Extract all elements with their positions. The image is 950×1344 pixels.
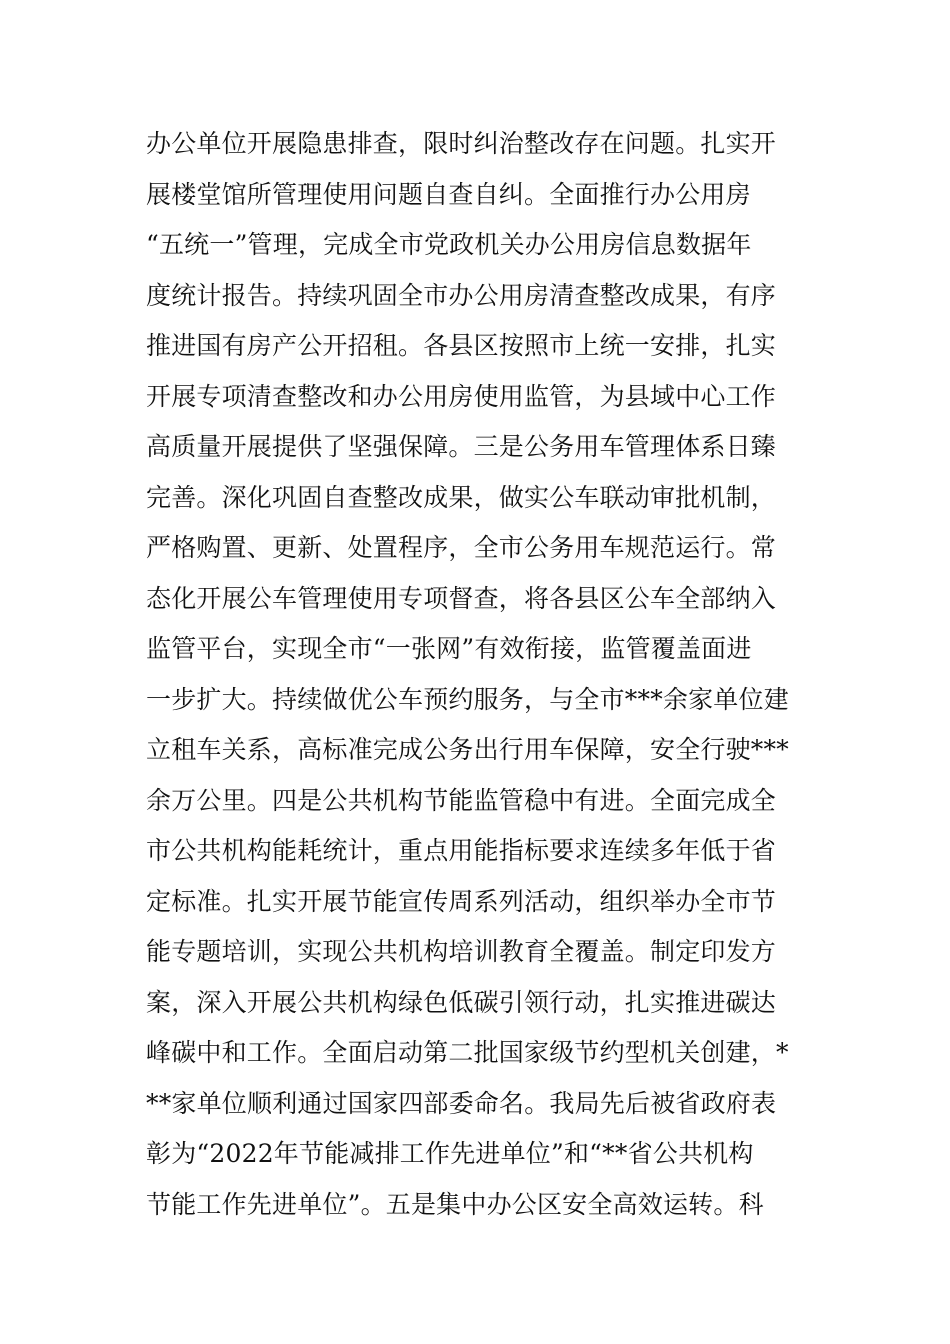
text-line: 能专题培训，实现公共机构培训教育全覆盖。制定印发方: [146, 937, 777, 966]
text-line: 峰碳中和工作。全面启动第二批国家级节约型机关创建，*: [146, 1038, 789, 1067]
text-line: “五统一”管理，完成全市党政机关办公用房信息数据年: [146, 230, 752, 259]
text-line: 严格购置、更新、处置程序，全市公务用车规范运行。常: [146, 533, 777, 562]
text-line: 案，深入开展公共机构绿色低碳引领行动，扎实推进碳达: [146, 987, 777, 1017]
text-line: 彰为“2022年节能减排工作先进单位”和“**省公共机构: [146, 1139, 754, 1168]
text-line: 完善。深化巩固自查整改成果，做实公车联动审批机制，: [146, 482, 777, 512]
text-line: 展楼堂馆所管理使用问题自查自纠。全面推行办公用房: [146, 179, 751, 209]
text-line: **家单位顺利通过国家四部委命名。我局先后被省政府表: [146, 1088, 777, 1118]
text-line: 高质量开展提供了坚强保障。三是公务用车管理体系日臻: [146, 432, 777, 461]
text-line: 态化开展公车管理使用专项督查，将各县区公车全部纳入: [146, 583, 777, 613]
text-line: 立租车关系，高标准完成公务出行用车保障，安全行驶***: [146, 735, 789, 764]
text-line: 推进国有房产公开招租。各县区按照市上统一安排，扎实: [146, 331, 777, 360]
text-line: 市公共机构能耗统计，重点用能指标要求连续多年低于省: [146, 836, 777, 865]
text-line: 开展专项清查整改和办公用房使用监管，为县域中心工作: [146, 381, 777, 411]
text-line: 监管平台，实现全市“一张网”有效衔接，监管覆盖面进: [146, 634, 752, 663]
text-line: 定标准。扎实开展节能宣传周系列活动，组织举办全市节: [146, 886, 777, 916]
text-line: 办公单位开展隐患排查，限时纠治整改存在问题。扎实开: [146, 129, 777, 158]
body-paragraph: [146, 126, 826, 1237]
text-line: 一步扩大。持续做优公车预约服务，与全市***余家单位建: [146, 684, 789, 714]
text-line: 度统计报告。持续巩固全市办公用房清查整改成果，有序: [146, 280, 777, 310]
text-line: 节能工作先进单位”。五是集中办公区安全高效运转。科: [146, 1189, 764, 1219]
text-line: 余万公里。四是公共机构节能监管稳中有进。全面完成全: [146, 785, 777, 815]
